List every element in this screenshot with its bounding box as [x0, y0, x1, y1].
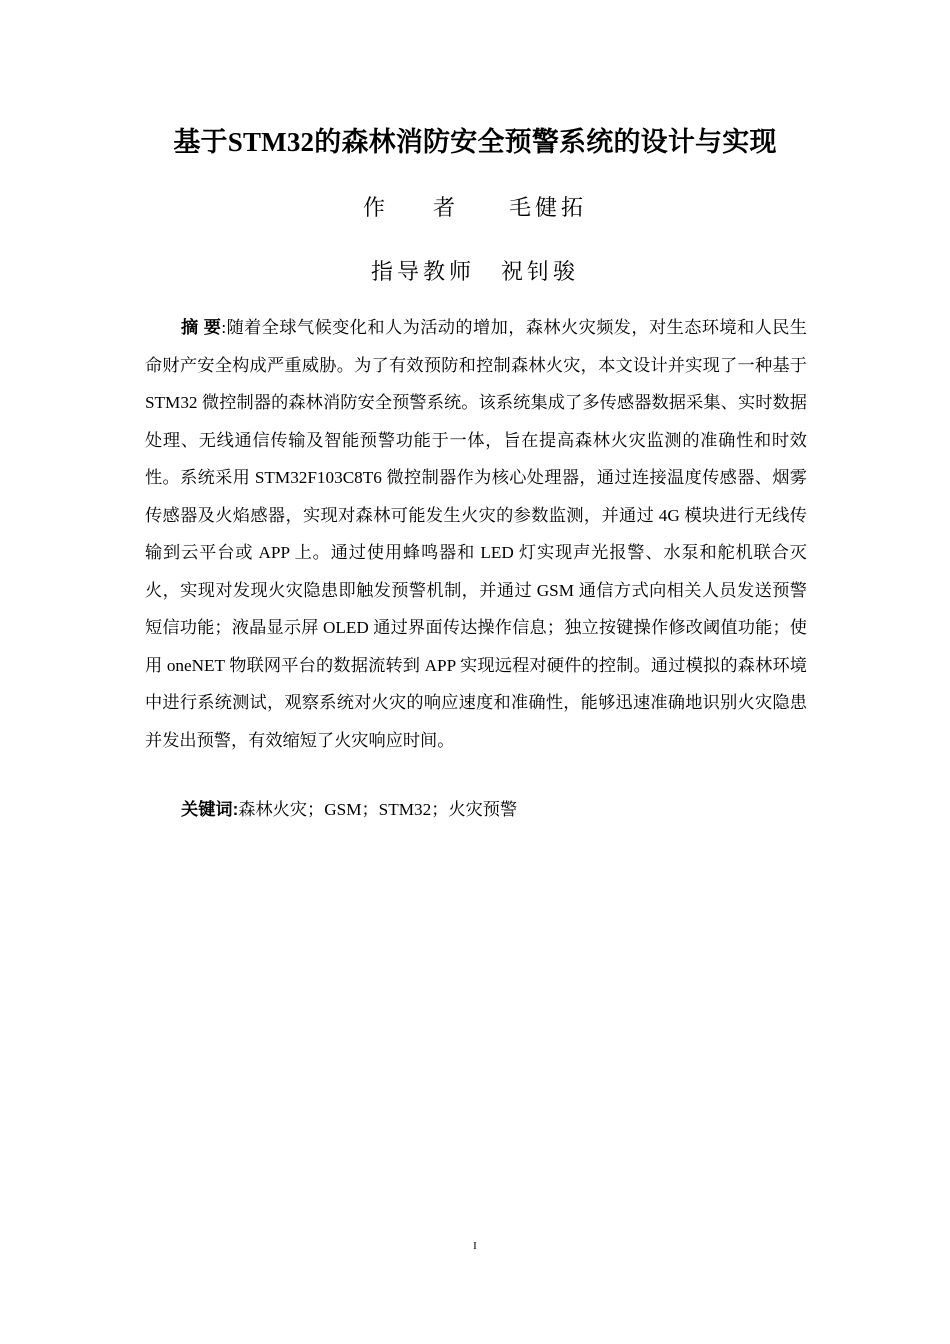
author-label: 作者	[362, 196, 503, 221]
keywords-paragraph	[145, 792, 807, 827]
advisor-name: 祝钊骏	[501, 260, 580, 285]
advisor-label: 指导教师	[370, 260, 475, 285]
keywords-label: 关键词:	[181, 799, 239, 819]
author-name: 毛健拓	[509, 196, 588, 221]
author-line	[0, 194, 950, 224]
abstract-label: 摘 要	[181, 317, 222, 337]
thesis-title: 基于STM32的森林消防安全预警系统的设计与实现	[173, 127, 777, 157]
advisor-line	[0, 258, 950, 288]
abstract-text: 随着全球气候变化和人为活动的增加，森林火灾频发，对生态环境和人民生命财产安全构成严重威胁。为了有效预防和控制森林火灾，本文设计并实现了一种基于 STM32 微控制器的森林消防安全预警系统。该系统集成了多传感器数据采集、实时数据处理、无线通信传输及智能预警功能于一体，旨在提高森林火灾监测的准确性和时效性。系统采用 STM32F103C8T6 微控制器作为核心处理器，通过连接温度传感器、烟雾传感器及火焰感器，实现对森林可能发生火灾的参数监测，并通过 4G 模块进行无线传输到云平台或 APP 上。通过使用蜂鸣器和 LED 灯实现声光报警、水泵和舵机联合灭火，实现对发现火灾隐患即触发预警机制，并通过 GSM 通信方式向相关人员发送预警短信功能；液晶显示屏 OLED 通过界面传达操作信息；独立按键操作修改阈值功能；使用 oneNET 物联网平台的数据流转到 APP 实现远程对硬件的控制。通过模拟的森林环境中进行系统测试，观察系统对火灾的响应速度和准确性，能够迅速准确地识别火灾隐患并发出预警，有效缩短了火灾响应时间。	[145, 318, 807, 750]
page-number: I	[473, 1240, 477, 1252]
keywords-text: 森林火灾；GSM；STM32；火灾预警	[238, 800, 518, 819]
abstract-separator: :	[221, 318, 227, 337]
abstract-paragraph	[145, 309, 807, 759]
